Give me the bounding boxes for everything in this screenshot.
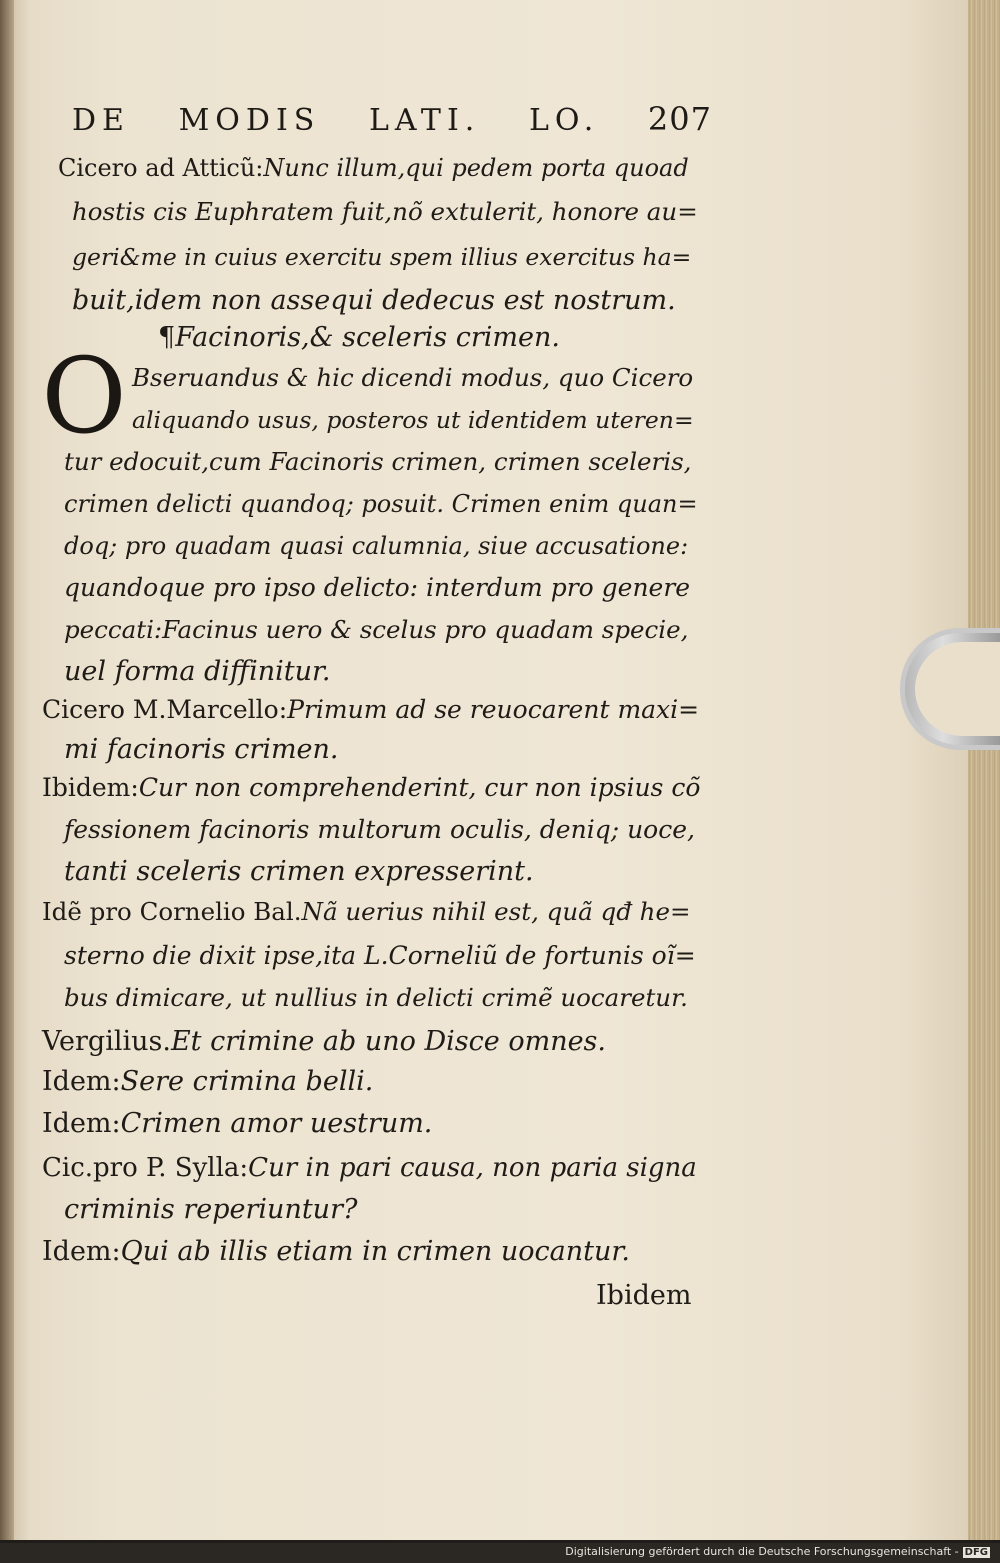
text-line (42, 1232, 630, 1272)
running-header (72, 100, 712, 150)
paragraph-mark-icon: ¶ (158, 322, 176, 353)
text-line (42, 892, 690, 932)
header-word: LO. (528, 103, 600, 138)
line-text: uel forma diffinitur. (64, 656, 331, 687)
line-text: criminis reperiuntur? (64, 1194, 358, 1225)
line-text: geri&me in cuius exercitu spem illius exercitus ha= (72, 243, 692, 271)
text-line (64, 936, 696, 976)
text-line (64, 852, 534, 892)
line-text: tur edocuit,cum Facinoris crimen, crimen sceleris, (64, 447, 692, 476)
line-text: hostis cis Euphratem fuit,nõ extulerit, honore au= (72, 197, 698, 226)
line-text: tanti sceleris crimen expresserint. (64, 856, 534, 887)
text-line (42, 1022, 606, 1062)
text-line (42, 1062, 373, 1102)
line-text: bus dimicare, ut nullius in delicti crimẽ uocaretur. (64, 983, 688, 1012)
citation-source: Cic.pro P. Sylla: (42, 1153, 249, 1183)
citation-source: Idem: (42, 1236, 121, 1267)
line-text: Nunc illum,qui pedem porta quoad (263, 154, 689, 182)
citation-source: Idẽ pro Cornelio Bal. (42, 897, 302, 926)
line-text: Qui ab illis etiam in crimen uocantur. (120, 1236, 630, 1267)
citation-source: Idem: (42, 1108, 121, 1139)
text-line (42, 1148, 697, 1188)
citation-source: Vergilius. (42, 1026, 171, 1057)
line-text: doq; pro quadam quasi calumnia, siue accusatione: (64, 532, 689, 560)
book-binding (0, 0, 14, 1540)
line-text: peccati:Facinus uero & scelus pro quadam specie, (64, 615, 689, 644)
citation-source: Idem: (42, 1066, 121, 1097)
text-line (64, 442, 691, 482)
line-text: Crimen amor uestrum. (120, 1108, 433, 1139)
text-line (72, 237, 691, 277)
line-text: Cur non comprehenderint, cur non ipsius cõ (138, 773, 701, 802)
text-line (42, 690, 699, 730)
line-text: Et crimine ab uno Disce omnes. (170, 1026, 606, 1057)
text-line (64, 1190, 357, 1230)
line-text: Cur in pari causa, non paria signa (248, 1153, 697, 1183)
line-text: sterno die dixit ipse,ita L.Corneliũ de fortunis oĩ= (64, 941, 696, 970)
drop-capital: O (41, 335, 127, 457)
digitization-credit (565, 1545, 990, 1558)
dfg-logo: DFG (964, 1547, 988, 1558)
text-line (64, 610, 688, 650)
page-edges (968, 0, 1000, 1540)
text-line (72, 281, 676, 321)
catchword: Ibidem (596, 1280, 692, 1311)
text-line (58, 148, 689, 188)
line-text: mi facinoris crimen. (64, 734, 339, 765)
line-text: fessionem facinoris multorum oculis, deniq; uoce, (64, 815, 695, 844)
header-word: DE (72, 103, 130, 138)
text-line (64, 730, 339, 770)
text-line (158, 318, 560, 358)
line-text: Facinoris,& sceleris crimen. (175, 322, 560, 353)
line-text: Bseruandus & hic dicendi modus, quo Cicero (132, 363, 694, 392)
text-line (132, 358, 693, 398)
header-word: MODIS (178, 103, 321, 138)
text-line (64, 810, 695, 850)
line-text: aliquando usus, posteros ut identidem uteren= (132, 406, 694, 434)
text-line (64, 484, 698, 524)
text-line (72, 192, 698, 232)
header-word: LATI. (368, 103, 481, 138)
line-text: Sere crimina belli. (120, 1066, 374, 1097)
page-clip-opening (915, 642, 1000, 736)
page-number: 207 (647, 100, 712, 138)
line-text: quandoque pro ipso delicto: interdum pro genere (64, 573, 691, 602)
text-line (42, 768, 700, 808)
citation-source: Cicero M.Marcello: (42, 695, 288, 724)
text-line (64, 568, 690, 608)
text-line (42, 1104, 432, 1144)
text-line (64, 652, 331, 692)
line-text: buit,idem non assequi dedecus est nostrum. (72, 285, 676, 316)
line-text: Nã uerius nihil est, quã qđ he= (301, 897, 691, 926)
credit-text: Digitalisierung gefördert durch die Deutsche Forschungsgemeinschaft - (565, 1545, 959, 1558)
text-line (64, 978, 688, 1018)
text-line (132, 400, 694, 440)
line-text: Primum ad se reuocarent maxi= (287, 695, 700, 724)
citation-source: Ibidem: (42, 773, 139, 802)
text-line (64, 526, 688, 566)
line-text: crimen delicti quandoq; posuit. Crimen enim quan= (64, 490, 698, 518)
citation-source: Cicero ad Atticũ: (58, 154, 264, 182)
